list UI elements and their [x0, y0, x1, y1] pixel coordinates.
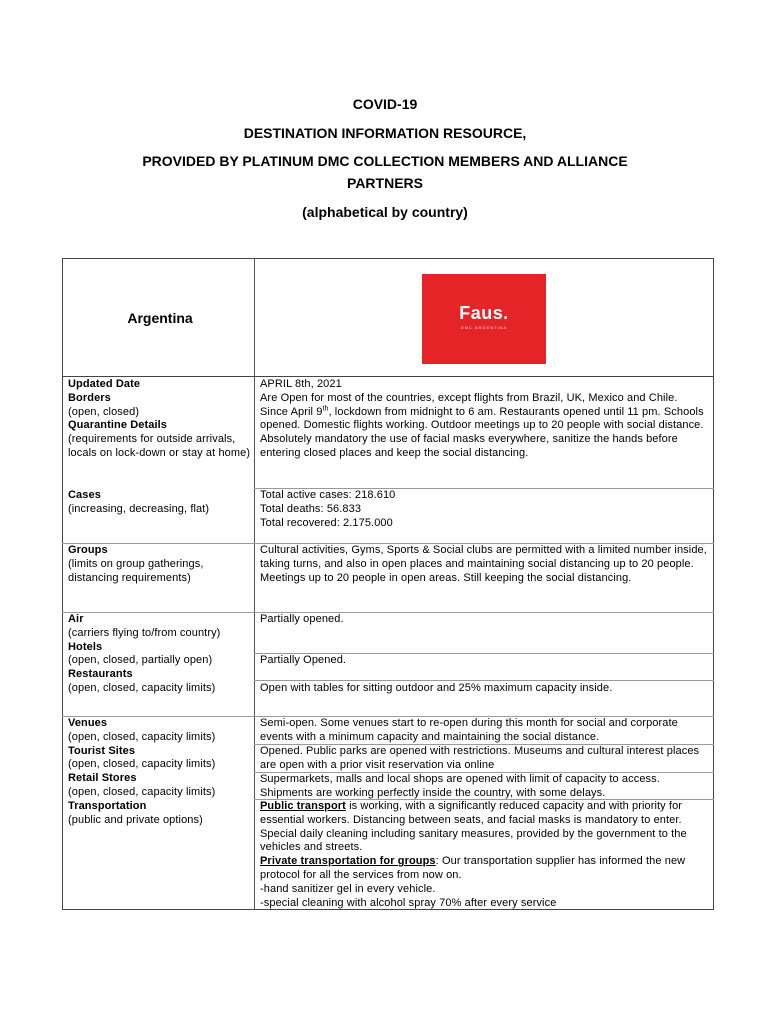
private-transport-title: Private transportation for groups [260, 855, 436, 868]
sublabel-restaurants: (open, closed, capacity limits) [68, 681, 216, 694]
label-updated: Updated Date [68, 378, 141, 390]
value-groups-meetings: Meetings up to 20 people in open areas. Still keeping the social distancing. [260, 571, 632, 584]
label-retail: Retail Stores [68, 772, 137, 785]
label-air: Air [68, 613, 84, 625]
column-divider [254, 258, 255, 910]
value-venues: Semi-open. Some venues start to re-open during this month for social and corporate events with a minimum capacity and maintaining the social distance. [260, 717, 678, 743]
faus-logo [422, 274, 546, 364]
value-deaths: Total deaths: 56.833 [260, 502, 362, 515]
row-divider [62, 376, 714, 377]
value-groups-activities: Cultural activities, Gyms, Sports & Social clubs are permitted with a limited number inside, taking turns, and also in open places and maintaining social distancing up to 20 people. [260, 544, 707, 570]
sublabel-transport: (public and private options) [68, 813, 203, 826]
sublabel-quarantine: (requirements for outside arrivals, locals on lock-down or stay at home) [68, 433, 251, 459]
sublabel-tourist: (open, closed, capacity limits) [68, 758, 216, 771]
value-tourist: Opened. Public parks are opened with restrictions. Museums and cultural interest places are open with a prior visit reservation via online [260, 745, 700, 771]
sublabel-borders: (open, closed) [68, 405, 140, 418]
sublabel-venues: (open, closed, capacity limits) [68, 730, 216, 743]
label-group-entry [68, 378, 252, 461]
label-hotels: Hotels [68, 640, 103, 653]
doc-provider-line: PROVIDED BY PLATINUM DMC COLLECTION MEMBERS AND ALLIANCE [142, 153, 628, 169]
value-active-cases: Total active cases: 218.610 [260, 489, 396, 501]
value-borders: Are Open for most of the countries, except flights from Brazil, UK, Mexico and Chile. [260, 391, 678, 404]
value-entry [260, 378, 710, 461]
transport-measure-2: -special cleaning with alcohol spray 70% after every service [260, 896, 557, 909]
label-cases: Cases [68, 489, 101, 501]
label-borders: Borders [68, 391, 111, 404]
value-updated: APRIL 8th, 2021 [260, 378, 342, 390]
value-cases [260, 489, 710, 530]
value-groups [260, 544, 710, 585]
label-tourist: Tourist Sites [68, 744, 136, 757]
value-air: Partially opened. [260, 613, 344, 625]
doc-ordering-note: (alphabetical by country) [302, 204, 468, 220]
logo-tagline: DMC ARGENTINA [460, 325, 508, 330]
private-transport-text: : Our transportation supplier has informed the new protocol for all the services from now on. [260, 855, 686, 881]
value-hotels: Partially Opened. [260, 654, 347, 666]
label-group-cases [68, 489, 252, 517]
doc-title: COVID-19 [352, 96, 418, 112]
sublabel-hotels: (open, closed, partially open) [68, 654, 213, 667]
label-venues: Venues [68, 717, 108, 729]
sublabel-cases: (increasing, decreasing, flat) [68, 502, 210, 515]
value-quarantine-masks: Absolutely mandatory the use of facial masks everywhere, sanitize the hands before entering closed places and keep the social distancing. [260, 433, 678, 459]
label-restaurants: Restaurants [68, 668, 133, 681]
value-transport [260, 800, 710, 910]
public-transport-title: Public transport [260, 800, 346, 812]
label-group-sites [68, 717, 252, 827]
public-transport-text: is working, with a significantly reduced capacity and with priority for essential workers. Distancing between seats, and facial masks is mandatory to enter. Special daily cleaning including sanitary measures, provided by the government to the vehicles and streets. [260, 800, 687, 854]
label-transport: Transportation [68, 799, 147, 812]
value-quarantine: Since April 9th, lockdown from midnight to 6 am. Restaurants opened until 11 pm. Schools opened. Domestic flights working. Outdoor meetings up to 20 people with social distance. [260, 404, 704, 432]
label-group-services [68, 613, 252, 696]
transport-measure-1: -hand sanitizer gel in every vehicle. [260, 882, 436, 895]
row-divider [254, 680, 714, 681]
value-restaurants: Open with tables for sitting outdoor and 25% maximum capacity inside. [260, 682, 613, 694]
sublabel-retail: (open, closed, capacity limits) [68, 785, 216, 798]
doc-provider-line-2: PARTNERS [347, 175, 423, 191]
label-quarantine: Quarantine Details [68, 419, 167, 432]
value-recovered: Total recovered: 2.175.000 [260, 516, 393, 529]
sublabel-air: (carriers flying to/from country) [68, 626, 221, 639]
country-name: Argentina [127, 310, 193, 326]
label-groups: Groups [68, 544, 108, 556]
value-retail: Supermarkets, malls and local shops are opened with limit of capacity to access. Shipments are working perfectly inside the country, with some delays. [260, 773, 660, 799]
doc-subtitle: DESTINATION INFORMATION RESOURCE, [243, 125, 527, 141]
sublabel-groups: (limits on group gatherings, distancing requirements) [68, 557, 204, 584]
logo-wordmark: Faus. [459, 303, 509, 323]
country-info-table [62, 258, 714, 910]
label-group-groups [68, 544, 252, 585]
